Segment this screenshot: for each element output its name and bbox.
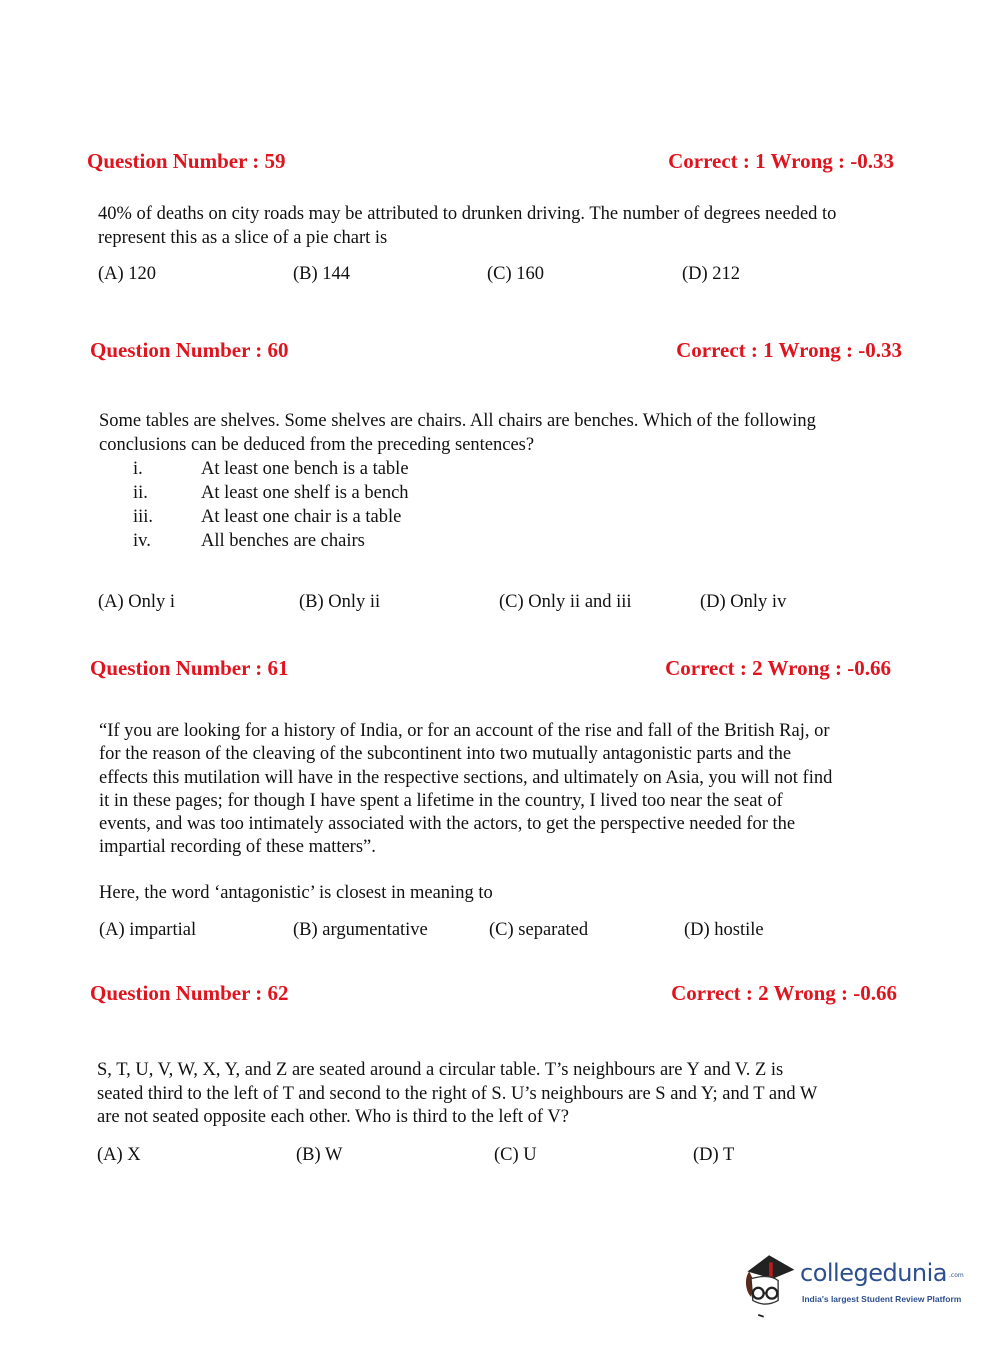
statement-number: iii.	[133, 507, 154, 527]
statement-number: ii.	[133, 483, 148, 503]
question-heading: Question Number : 62	[90, 981, 289, 1005]
option-a: (A) Only i	[98, 592, 176, 612]
text-line: “If you are looking for a history of India, or for an account of the rise and fall of the British Raj, or	[99, 721, 830, 741]
option-b: (B) 144	[293, 264, 351, 284]
option-b: (B) Only ii	[299, 592, 381, 612]
text-line: effects this mutilation will have in the respective sections, and ultimately on Asia, you will not find	[99, 767, 833, 788]
text-line: conclusions can be deduced from the preceding sentences?	[99, 434, 535, 455]
statement	[133, 530, 409, 554]
logo-text	[800, 1258, 964, 1305]
option-d: (D) T	[693, 1145, 735, 1165]
question-prompt: Here, the word ‘antagonistic’ is closest in meaning to	[99, 883, 493, 903]
marks-info: Correct : 2 Wrong : -0.66	[671, 981, 897, 1005]
option-c: (C) Only ii and iii	[499, 592, 632, 612]
statement-text: At least one bench is a table	[201, 459, 409, 479]
option-a: (A) impartial	[99, 920, 197, 940]
option-b: (B) argumentative	[293, 920, 428, 940]
statement	[133, 458, 409, 482]
option-d: (D) Only iv	[700, 592, 787, 612]
option-d: (D) 212	[682, 264, 741, 284]
statement-text: At least one chair is a table	[201, 507, 402, 527]
text-line: it in these pages; for though I have spent a lifetime in the country, I lived too near the seat of	[99, 790, 783, 811]
question-heading: Question Number : 59	[87, 149, 286, 173]
option-d: (D) hostile	[684, 920, 764, 940]
passage	[99, 720, 832, 860]
text-line: Some tables are shelves. Some shelves are chairs. All chairs are benches. Which of the following	[99, 411, 816, 431]
text-line: impartial recording of these matters”.	[99, 837, 376, 858]
statement	[133, 482, 409, 506]
logo-tagline: India's largest Student Review Platform	[802, 1294, 962, 1304]
statement-text: At least one shelf is a bench	[201, 483, 409, 503]
statement-number: i.	[133, 459, 143, 479]
option-a: (A) X	[97, 1145, 141, 1165]
text-line: S, T, U, V, W, X, Y, and Z are seated around a circular table. T’s neighbours are Y and V. Z is	[97, 1060, 784, 1080]
statement-number: iv.	[133, 531, 151, 551]
question-heading: Question Number : 60	[90, 338, 289, 362]
logo-wordmark: collegedunia	[800, 1259, 948, 1287]
text-line: seated third to the left of T and second to the right of S. U’s neighbours are S and Y; and T and W	[97, 1083, 818, 1104]
option-c: (C) 160	[487, 264, 545, 284]
text-line: 40% of deaths on city roads may be attributed to drunken driving. The number of degrees needed to	[98, 204, 837, 224]
statement	[133, 506, 409, 530]
question-text	[98, 203, 836, 250]
marks-info: Correct : 1 Wrong : -0.33	[668, 149, 894, 173]
statement-text: All benches are chairs	[201, 531, 365, 551]
text-line: for the reason of the cleaving of the subcontinent into two mutually antagonistic parts and the	[99, 744, 792, 765]
option-c: (C) separated	[489, 920, 589, 940]
option-c: (C) U	[494, 1145, 537, 1165]
text-line: represent this as a slice of a pie chart is	[98, 227, 388, 248]
statement-list	[133, 458, 409, 554]
logo-suffix: .com	[949, 1272, 964, 1279]
logo-wordmark-row	[800, 1258, 964, 1288]
mascot-icon	[742, 1248, 798, 1324]
marks-info: Correct : 2 Wrong : -0.66	[665, 656, 891, 680]
collegedunia-logo	[742, 1248, 992, 1328]
marks-info: Correct : 1 Wrong : -0.33	[676, 338, 902, 362]
text-line: are not seated opposite each other. Who is third to the left of V?	[97, 1107, 569, 1127]
question-heading: Question Number : 61	[90, 656, 289, 680]
option-a: (A) 120	[98, 264, 157, 284]
text-line: events, and was too intimately associated with the actors, to get the perspective needed for the	[99, 814, 796, 835]
question-text	[97, 1059, 817, 1130]
question-text	[99, 410, 816, 457]
option-b: (B) W	[296, 1145, 343, 1165]
